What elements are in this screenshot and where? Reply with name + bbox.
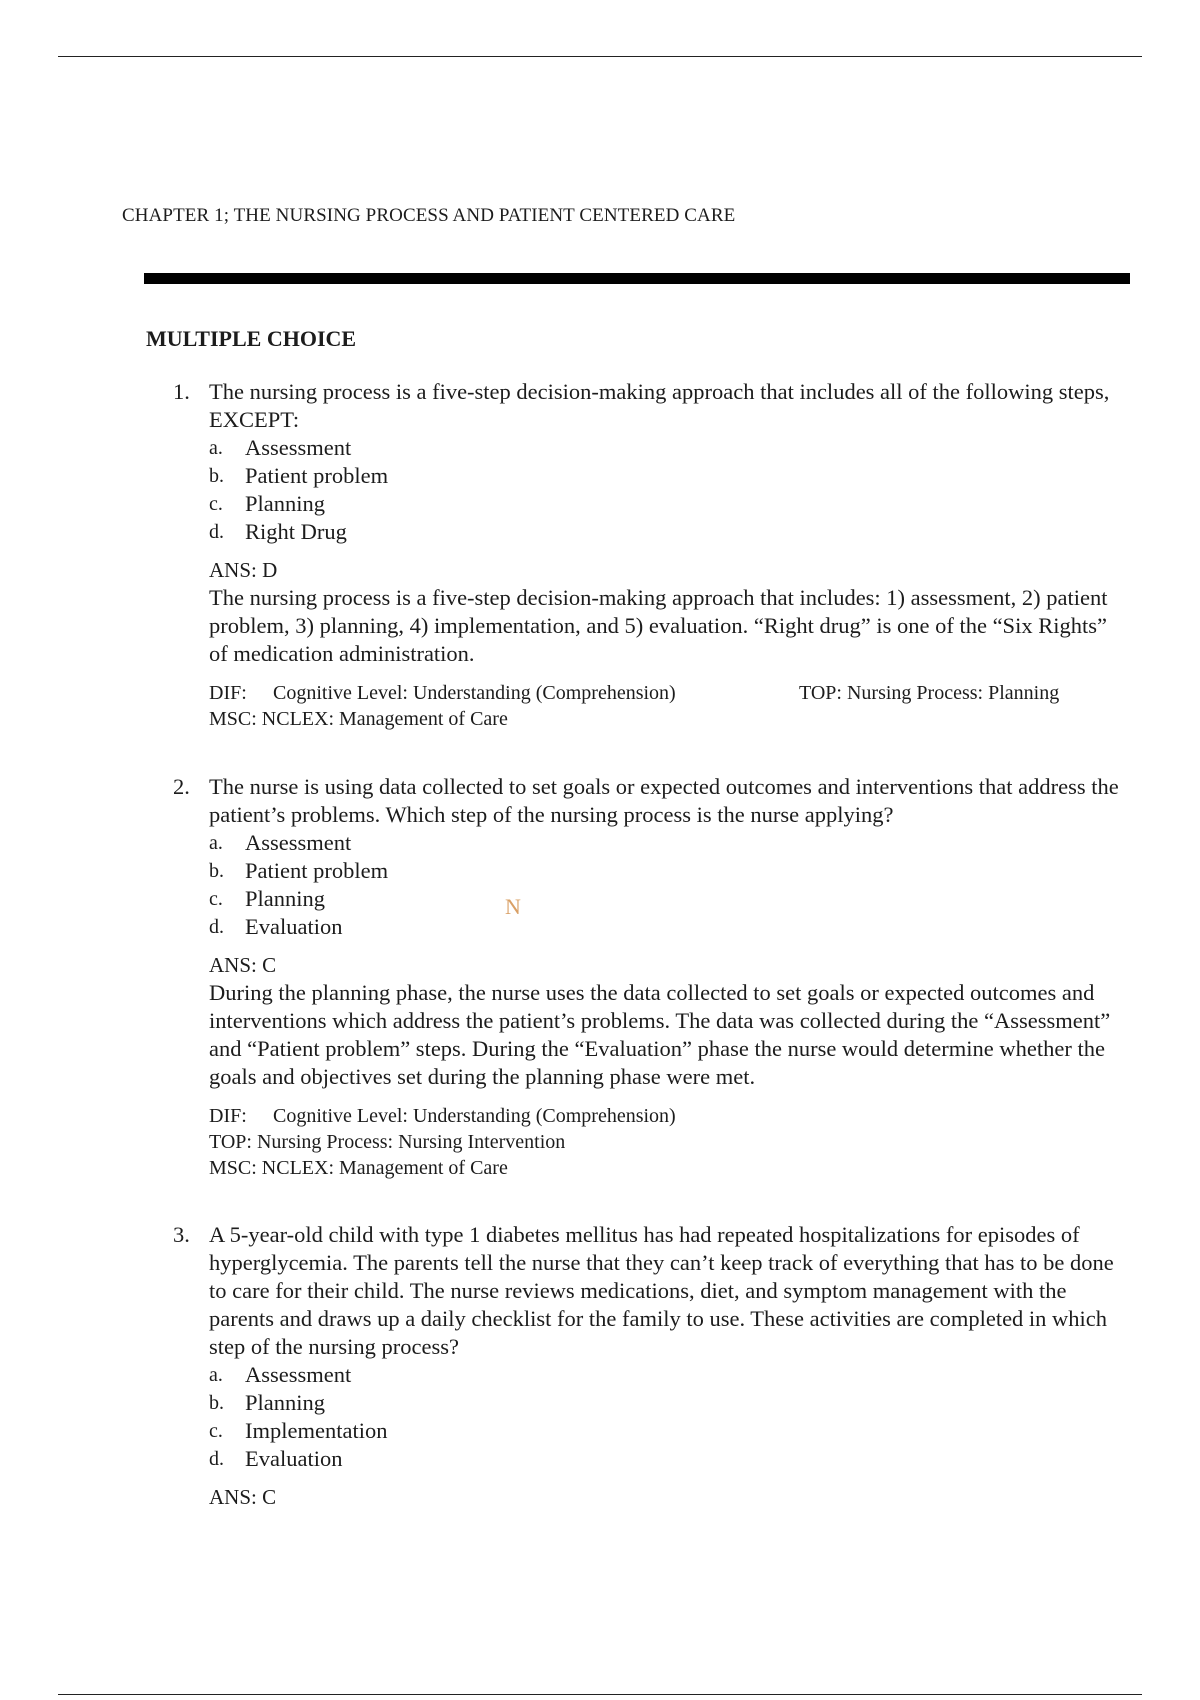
option-d: d. Evaluation	[209, 914, 343, 939]
option-c: c. Planning	[209, 886, 326, 911]
option-c: c. Implementation	[209, 1418, 388, 1443]
section-divider-bar	[144, 273, 1130, 284]
question-2	[173, 773, 1129, 1181]
top-rule	[58, 56, 1142, 57]
dif-value: Cognitive Level: Understanding (Comprehension)	[273, 1105, 676, 1127]
question-stem: A 5-year-old child with type 1 diabetes mellitus has had repeated hospitalizations for episodes of hyperglycemia. The parents tell the nurse that they can’t keep track of everything that has to be done to care for their child. The nurse reviews medications, diet, and symptom management with the parents and draws up a daily checklist for the family to use. These activities are completed in which step of the nursing process?	[209, 1222, 1114, 1359]
metadata	[209, 1103, 1129, 1181]
option-a: a. Assessment	[209, 830, 352, 855]
rationale: The nursing process is a five-step decision-making approach that includes: 1) assessment, 2) patient problem, 3) planning, 4) implementation, and 5) evaluation. “Right drug” is one of the “Six Rights” of medication administration.	[209, 585, 1108, 666]
option-a: a. Assessment	[209, 1362, 352, 1387]
rationale: During the planning phase, the nurse uses the data collected to set goals or expected outcomes and interventions which address the patient’s problems. The data was collected during the “Assessment” and “Patient problem” steps. During the “Evaluation” phase the nurse would determine whether the goals and objectives set during the planning phase were met.	[209, 980, 1111, 1089]
question-1	[173, 378, 1129, 732]
dif-label: DIF:	[209, 682, 247, 704]
dif-label: DIF:	[209, 1105, 247, 1127]
option-d: d. Evaluation	[209, 1446, 343, 1471]
option-b: b. Patient problem	[209, 463, 389, 488]
question-number: 2.	[173, 774, 190, 799]
question-3	[173, 1221, 1129, 1511]
answer: ANS: C	[209, 953, 277, 977]
dif-value: Cognitive Level: Understanding (Comprehension)	[273, 682, 676, 704]
question-stem: The nursing process is a five-step decision-making approach that includes all of the following steps, EXCEPT:	[209, 379, 1110, 432]
chapter-title: CHAPTER 1; THE NURSING PROCESS AND PATIENT CENTERED CARE	[122, 205, 736, 226]
option-b: b. Planning	[209, 1390, 326, 1415]
metadata	[209, 680, 1129, 732]
msc: MSC: NCLEX: Management of Care	[209, 708, 508, 730]
question-stem: The nurse is using data collected to set goals or expected outcomes and interventions that address the patient’s problems. Which step of the nursing process is the nurse applying?	[209, 774, 1119, 827]
answer: ANS: D	[209, 558, 278, 582]
msc: MSC: NCLEX: Management of Care	[209, 1157, 508, 1179]
bottom-rule	[58, 1694, 1142, 1695]
option-a: a. Assessment	[209, 435, 352, 460]
option-b: b. Patient problem	[209, 858, 389, 883]
section-title: MULTIPLE CHOICE	[146, 326, 357, 351]
topic: TOP: Nursing Process: Nursing Intervention	[209, 1131, 566, 1153]
question-number: 1.	[173, 379, 190, 404]
answer: ANS: C	[209, 1485, 277, 1509]
option-c: c. Planning	[209, 491, 326, 516]
topic: TOP: Nursing Process: Planning	[799, 682, 1060, 704]
stamp-letter: N	[505, 894, 521, 919]
option-d: d. Right Drug	[209, 519, 347, 544]
question-number: 3.	[173, 1222, 190, 1247]
